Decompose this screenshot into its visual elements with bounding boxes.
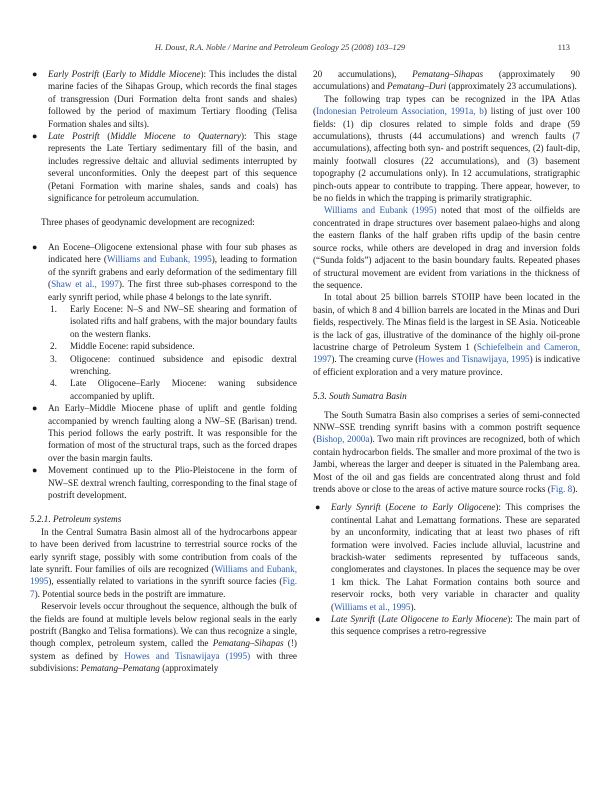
- list-number: 3.: [50, 353, 57, 364]
- list-item: ● Late Synrift (Late Oligocene to Early Miocene): The main part of this sequence comprises a retro-regressive: [313, 613, 580, 638]
- paragraph-text: ). Potential source beds in the postrift are immature.: [34, 588, 226, 599]
- list-number: 2.: [50, 341, 57, 352]
- paragraph-text: with three subdivisions:: [30, 650, 297, 674]
- list-number: 1.: [50, 303, 57, 314]
- subphase-list: [48, 303, 297, 402]
- stage-text: ): This stage represents the Late Tertiary sedimentary fill of the basin, and includes regressive deltaic and alluvial sediments interrupted by several unconformities. Only the deepest part of this sequence (Petani Formation with marine shales, sands and coals) has significance for petroleum accumulation.: [48, 131, 297, 204]
- list-item: ● Early Postrift (Early to Middle Miocene): This includes the distal marine facies of the Sihapas Group, which records the final stages of transgression (Duri Formation delta front sands and shales) followed by the period of maximum Tertiary flooding (Telisa Formation shales and silts).: [30, 68, 297, 130]
- figure-link[interactable]: Fig. 7: [30, 576, 297, 599]
- synrift-stage-list: [313, 501, 580, 637]
- subphase-text: Oligocene: continued subsidence and episodic dextral wrenching.: [70, 353, 297, 376]
- paragraph: [313, 68, 580, 93]
- paragraph: [313, 409, 580, 496]
- list-item: ● Early Synrift (Eocene to Early Oligocene): This comprises the continental Lahat and Lemattang formations. These are separated by an unconformity, indicating that at least two phases of rift formation were involved. Facies include alluvial, lacustrine and brackish-water sediments represented by tuffaceous sands, conglomerates and claystones. In places the sequence may be over 1 km thick. The Lahat Formation contains both source and reservoir rocks, both very variable in character and quality (Williams et al., 1995).: [313, 501, 580, 613]
- list-item: ● Late Postrift (Middle Miocene to Quaternary): This stage represents the Late Tertiary sedimentary fill of the basin, and includes regressive deltaic and alluvial sediments interrupted by several unconformities. Only the deepest part of this sequence (Petani Formation with marine shales, sands and coals) has significance for petroleum accumulation.: [30, 130, 297, 204]
- stage-text: ): This includes the distal marine facies of the Sihapas Group, which records the final stages of transgression (Duri Formation delta front sands and shales) followed by the period of maximum Tertiary flooding (Telisa Formation shales and silts).: [48, 69, 298, 129]
- citation-link[interactable]: Williams et al., 1995: [334, 601, 411, 612]
- list-item: [30, 464, 297, 501]
- stage-text: ).: [410, 601, 416, 612]
- citation-link[interactable]: Williams and Eubank, 1995: [30, 564, 297, 587]
- list-item: [48, 303, 297, 340]
- list-number: 4.: [50, 378, 57, 389]
- list-item: [30, 241, 297, 402]
- paragraph-text: The South Sumatra Basin also comprises a series of semi-connected NNW–SSE trending synrift basins with a common postrift sequence (: [313, 409, 580, 445]
- paragraph-text: (approximately: [159, 663, 219, 674]
- running-header: [30, 43, 570, 57]
- paragraph: [313, 291, 580, 378]
- paragraph-text: ). Two main rift provinces are recognized, both of which contain hydrocarbon fields. The smaller and more proximal of the two is Jambi, whereas the larger and deeper is situated in the Palembang area. Most of the oil and gas fields are concentrated along thrust and fold trends above or close to the areas of active mature source rocks (: [313, 434, 580, 494]
- list-item: [30, 402, 297, 464]
- citation-link[interactable]: Howes and Tisnawijaya (1995): [124, 650, 251, 661]
- paragraph-text: 20 accumulations),: [313, 69, 413, 79]
- right-column: [313, 68, 580, 638]
- citation-link[interactable]: Indonesian Petroleum Association, 1991a, b: [316, 106, 484, 117]
- phase-list: [30, 241, 297, 502]
- subphase-text: Middle Eocene: rapid subsidence.: [70, 341, 195, 352]
- stage-age: Middle Miocene to Quaternary: [110, 131, 241, 142]
- paragraph-text: Reservoir levels occur throughout the sequence, although the bulk of the fields are found at multiple levels below regional seals in the early postrift (Bangko and Telisa formations). We can thus recognize a single, though complex, petroleum system, called the: [30, 601, 297, 649]
- citation-link[interactable]: Schiefelbein and Cameron, 1997: [313, 341, 580, 365]
- phase-text: An Eocene–Oligocene extensional phase with four sub phases as indicated here (: [48, 241, 297, 265]
- phases-intro: Three phases of geodynamic development are recognized:: [41, 217, 255, 228]
- stage-age: Eocene to Early Oligocene: [388, 502, 496, 513]
- left-column: [30, 68, 297, 675]
- stage-text: ): This comprises the continental Lahat and Lemattang formations. These are separated by an unconformity, indicating that at least two phases of rift formation were involved. Facies include alluvial, lacustrine and brackish-water sediments represented by tuffaceous sands, conglomerates and claystones. In places the sequence may be over 1 km thick. The Lahat Formation contains both source and reservoir rocks, both very variable in character and quality (: [331, 502, 580, 612]
- paragraph-text: ).: [572, 484, 578, 494]
- phase-text: Movement continued up to the Plio-Pleistocene in the form of NW–SE dextral wrench faulting, corresponding to the final stage of postrift development.: [48, 465, 298, 500]
- system-name: Pematang–Sihapas: [412, 69, 484, 79]
- paragraph: [313, 204, 580, 291]
- section-heading: 5.3. South Sumatra Basin: [313, 391, 407, 402]
- paragraph: [313, 93, 580, 205]
- citation-link[interactable]: Williams and Eubank (1995): [324, 205, 437, 216]
- phase-text: ). The first three sub-phases correspond to the early synrift period, while phase 4 belongs to the late synrift.: [48, 279, 297, 302]
- page-number: 113: [557, 43, 570, 52]
- list-item: [48, 353, 297, 378]
- postrift-stage-list: [30, 68, 297, 204]
- system-name: Pematang–Sihapas: [212, 638, 284, 649]
- running-title: H. Doust, R.A. Noble / Marine and Petroleum Geology 25 (2008) 103–129: [154, 43, 406, 52]
- paragraph-text: ). The creaming curve (: [331, 354, 419, 365]
- paragraph-text: ) listing of just over 100 fields: (1) dip closures related to simple folds and drape (59 accumulations), thrusts (44 accumulations) and wrench faults (7 accumulations), affecting both syn- and postrift sequences, (2) fault-dip, mainly footwall closures (22 accumulations), and (3) basement topography (2 accumulations only). In 12 accumulations, stratigraphic pinch-outs appear to contribute to trapping. There appear, however, to be no fields in which the trapping is primarily stratigraphic.: [313, 106, 580, 204]
- stage-text: ): The main part of this sequence comprises a retro-regressive: [331, 614, 580, 637]
- paragraph-text: In total about 25 billion barrels STOIIP have been located in the basin, of which 8 and 4 billion barrels are located in the Minas and Duri fields, respectively. The Minas field is the largest in SE Asia. Noticeable is the lack of gas, illustrative of the dominance of the highly oil-prone lacustrine charge of Petroleum System 1 (: [313, 292, 580, 352]
- stage-age: Late Oligocene to Early Miocene: [381, 614, 508, 625]
- subphase-text: Early Eocene: N–S and NW–SE shearing and formation of isolated rifts and half grabens, with the major boundary faults on the western flanks.: [70, 303, 297, 339]
- paragraph: [30, 526, 297, 600]
- paragraph-text: (approximately 90 accumulations) and: [313, 69, 580, 92]
- list-item: [48, 377, 297, 402]
- citation-link[interactable]: Williams and Eubank, 1995: [106, 254, 212, 265]
- stage-term: Late Synrift: [331, 614, 376, 625]
- paragraph-text: ) is indicative of efficient exploration and a very mature province.: [313, 354, 580, 377]
- stage-age: Early to Middle Miocene: [105, 69, 201, 79]
- phase-text: ), leading to formation of the synrift grabens and early deformation of the sedimentary fill (: [48, 254, 297, 290]
- citation-link[interactable]: Howes and Tisnawijaya, 1995: [418, 354, 530, 365]
- paragraph-text: In the Central Sumatra Basin almost all of the hydrocarbons appear to have been derived from lacustrine to terrestrial source rocks of the early synrift stage, possibly with some contribution from coals of the late synrift. Four families of oils are recognized (: [30, 526, 297, 575]
- paragraph-text: ), essentially related to variations in the synrift source facies (: [48, 576, 283, 587]
- subphase-text: Late Oligocene–Early Miocene: waning subsidence accompanied by uplift.: [70, 378, 297, 401]
- stage-term: Early Postrift: [48, 69, 100, 79]
- stage-term: Early Synrift: [331, 502, 381, 513]
- paragraph-text: The following trap types can be recognized in the IPA Atlas (: [313, 93, 580, 117]
- paragraph: [30, 600, 297, 674]
- paragraph-text: (!) system as defined by: [30, 638, 297, 661]
- system-name: Pematang–Duri: [387, 81, 447, 92]
- citation-link[interactable]: Shaw et al., 1997: [51, 279, 119, 290]
- paragraph-text: (approximately 23 accumulations).: [446, 81, 577, 92]
- system-name: Pematang–Pematang: [80, 663, 160, 674]
- paragraph-text: noted that most of the oilfields are concentrated in drape structures over basement palaeo-highs and along the eastern flanks of the half graben rifts updip of the basin centre source rocks, while others are developed in drag and inversion folds (“Sunda folds”) adjacent to the basin boundary faults. Repeated phases of structural movement are evident from variations in the thickness of the sequence.: [313, 205, 580, 290]
- phase-text: An Early–Middle Miocene phase of uplift and gentle folding accompanied by wrench faulting along a NW–SE (Barisan) trend. This period follows the early postrift. It was responsible for the formation of most of the structural traps, such as the forced drapes over the basin margin faults.: [48, 403, 297, 463]
- citation-link[interactable]: Bishop, 2000a: [316, 434, 370, 445]
- stage-term: Late Postrift: [48, 131, 100, 142]
- section-heading: 5.2.1. Petroleum systems: [30, 514, 122, 525]
- figure-link[interactable]: Fig. 8: [550, 484, 573, 494]
- list-item: [48, 340, 297, 352]
